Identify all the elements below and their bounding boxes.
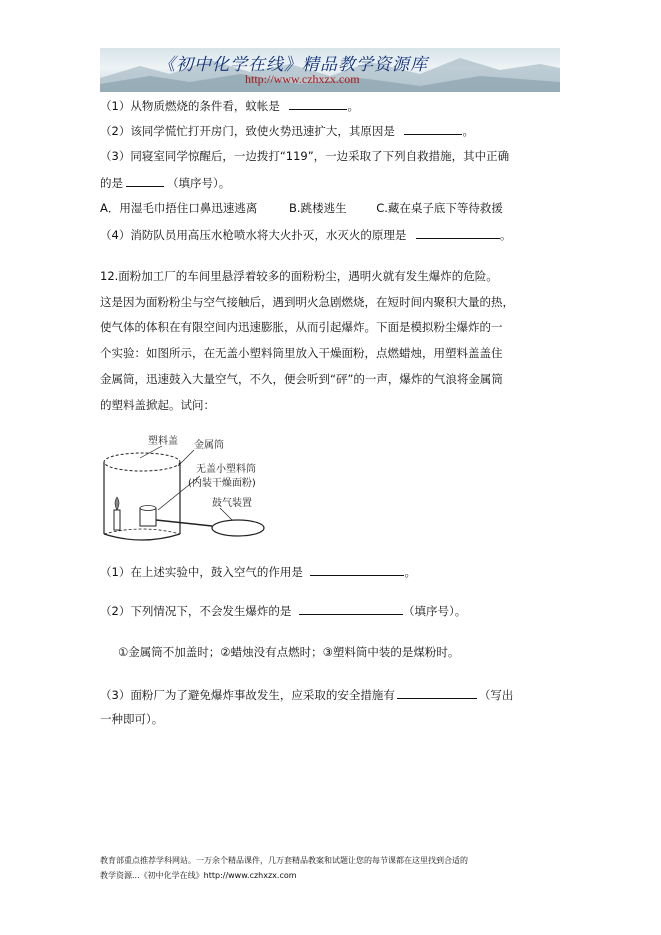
q12-sub-2: （2）下列情况下，不会发生爆炸的是 （填序号）。 bbox=[100, 604, 467, 618]
air-tube bbox=[156, 520, 212, 526]
header-banner bbox=[100, 48, 560, 92]
label-plastic-lid: 塑料盖 bbox=[148, 436, 178, 447]
q12-sub-2-options: ①金属筒不加盖时；②蜡烛没有点燃时；③塑料筒中装的是煤粉时。 bbox=[118, 645, 460, 659]
label-pump: 鼓气装置 bbox=[212, 498, 252, 509]
footer-line-1: 教育部重点推荐学科网站。一万余个精品课件，几万套精品教案和试题让您的每节课都在这里找到合适的 bbox=[100, 856, 468, 865]
label-metal-can: 金属筒 bbox=[194, 440, 224, 451]
label-cup-line-2: (内装干燥面粉) bbox=[188, 478, 256, 489]
label-cup-line-1: 无盖小塑料筒 bbox=[196, 464, 256, 475]
q12-sub-1: （1）在上述实验中，鼓入空气的作用是 。 bbox=[100, 565, 416, 579]
prev-q-line-1: （1）从物质燃烧的条件看，蚊帐是 。 bbox=[100, 99, 359, 113]
q12-para-line-6: 的塑料盖掀起。试问： bbox=[100, 398, 215, 412]
q12-sub-3: （3）面粉厂为了避免爆炸事故发生，应采取的安全措施有 （写出 bbox=[100, 688, 514, 702]
answer-blank[interactable] bbox=[289, 97, 347, 110]
answer-blank[interactable] bbox=[310, 563, 404, 576]
q12-para-line-2: 这是因为面粉粉尘与空气接触后，遇到明火急剧燃烧，在短时间内聚积大量的热， bbox=[100, 295, 514, 309]
prev-q-line-3: （3）同寝室同学惊醒后，一边拨打“119”，一边采取了下列自救措施，其中正确 bbox=[100, 149, 510, 163]
prev-q-line-4: 的是 （填序号）。 bbox=[100, 176, 231, 190]
air-pump-bulb bbox=[212, 520, 264, 536]
answer-blank[interactable] bbox=[397, 686, 477, 699]
can-bottom bbox=[104, 534, 180, 540]
answer-blank[interactable] bbox=[299, 602, 403, 615]
dust-explosion-diagram bbox=[100, 430, 300, 548]
banner-url[interactable]: http://www.czhxzx.com bbox=[245, 72, 360, 86]
q12-para-line-1: 12.面粉加工厂的车间里悬浮着较多的面粉粉尘，遇明火就有发生爆炸的危险。 bbox=[100, 269, 498, 283]
prev-q-options: A．用湿毛巾捂住口鼻迅速逃离 B.跳楼逃生 C.藏在桌子底下等待救援 bbox=[100, 201, 503, 215]
answer-blank[interactable] bbox=[404, 122, 462, 135]
q12-para-line-3: 使气体的体积在有限空间内迅速膨胀，从而引起爆炸。下面是模拟粉尘爆炸的一 bbox=[100, 320, 503, 334]
prev-q-line-2: （2）该同学慌忙打开房门，致使火势迅速扩大，其原因是 。 bbox=[100, 124, 474, 138]
answer-blank[interactable] bbox=[416, 226, 500, 239]
plastic-lid bbox=[104, 453, 180, 471]
flame-icon bbox=[115, 497, 119, 510]
q12-sub-3-cont: 一种即可）。 bbox=[100, 712, 164, 726]
footer-line-2[interactable]: 教学资源...《初中化学在线》http://www.czhxzx.com bbox=[100, 871, 297, 880]
banner-title: 《初中化学在线》精品教学资源库 bbox=[158, 55, 428, 75]
candle bbox=[114, 510, 120, 530]
q12-para-line-4: 个实验：如图所示，在无盖小塑料筒里放入干燥面粉，点燃蜡烛，用塑料盖盖住 bbox=[100, 346, 503, 360]
answer-blank[interactable] bbox=[126, 174, 164, 187]
q12-para-line-5: 金属筒，迅速鼓入大量空气，不久，便会听到“砰”的一声，爆炸的气浪将金属筒 bbox=[100, 372, 503, 386]
prev-q-line-6: （4）消防队员用高压水枪喷水将大火扑灭，水灭火的原理是 。 bbox=[100, 228, 512, 242]
